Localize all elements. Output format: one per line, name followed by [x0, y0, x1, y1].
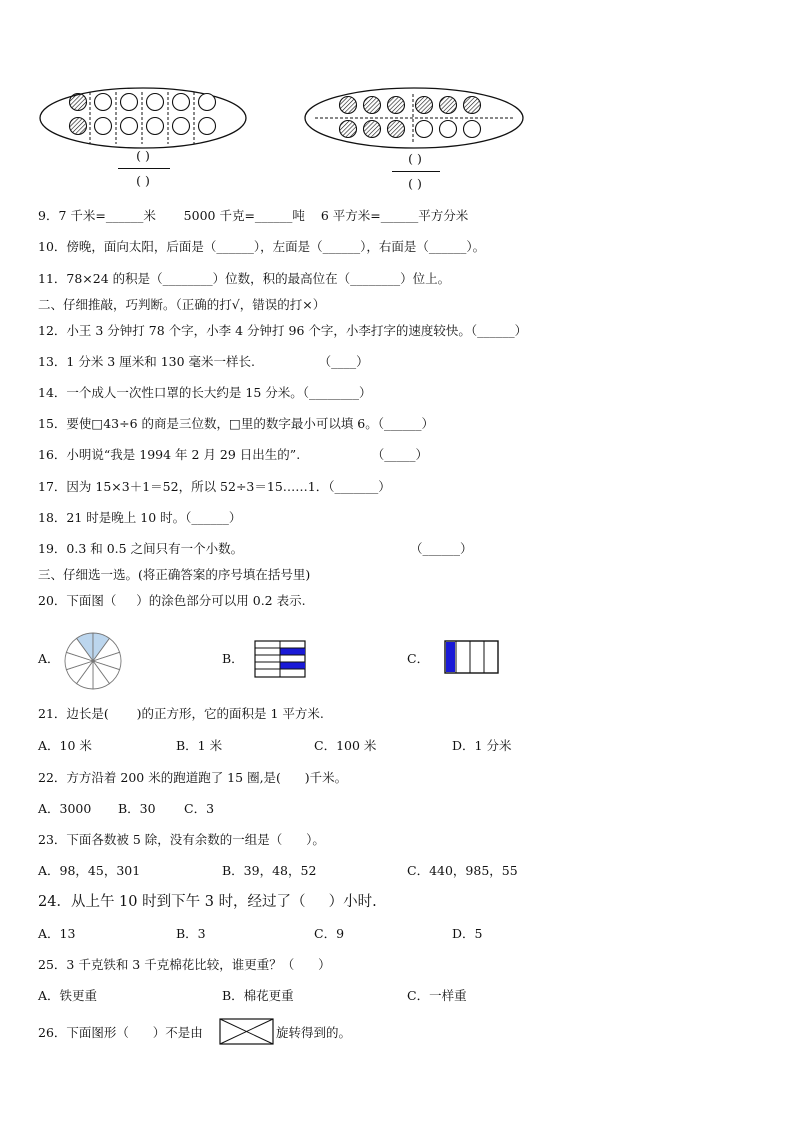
- question-9: 9．7 千米=______米 5000 千克=______吨 6 平方米=______平方分米: [38, 208, 469, 223]
- empty-circle: [121, 94, 138, 111]
- question-10: 10．傍晚，面向太阳，后面是（______），左面是（______），右面是（______）。: [38, 239, 486, 254]
- q21-option-b: B．1 米: [176, 738, 223, 753]
- empty-circle: [147, 94, 164, 111]
- shaded-circle: [340, 97, 357, 114]
- question-25: 25．3 千克铁和 3 千克棉花比较，谁更重？（ ）: [38, 957, 331, 972]
- q25-option-c: C．一样重: [407, 988, 467, 1003]
- figure-right-circles: [303, 86, 525, 150]
- q24-option-a: A．13: [38, 926, 76, 941]
- empty-circle: [416, 121, 433, 138]
- shaded-circle: [388, 97, 405, 114]
- shaded-circle: [70, 94, 87, 111]
- empty-circle: [173, 118, 190, 135]
- question-13: 13．1 分米 3 厘米和 130 毫米一样长. （____）: [38, 354, 369, 369]
- shaded-circle: [70, 118, 87, 135]
- shaded-circle: [364, 121, 381, 138]
- q20-option-c-bar-figure: [444, 640, 502, 676]
- question-14: 14．一个成人一次性口罩的长大约是 15 分米。（________）: [38, 385, 372, 400]
- q21-option-a: A．10 米: [38, 738, 92, 753]
- empty-circle: [440, 121, 457, 138]
- q20-option-a-pie-figure: [62, 630, 124, 692]
- empty-circle: [95, 118, 112, 135]
- question-18: 18．21 时是晚上 10 时。（______）: [38, 510, 242, 525]
- question-21: 21．边长是( )的正方形，它的面积是 1 平方米.: [38, 706, 324, 721]
- left-fraction-bar: [118, 168, 170, 169]
- q21-option-d: D．1 分米: [452, 738, 512, 753]
- q20-option-b-label: B．: [222, 651, 244, 666]
- question-12: 12．小王 3 分钟打 78 个字，小李 4 分钟打 96 个字，小李打字的速度较快。（______）: [38, 323, 528, 338]
- empty-circle: [199, 118, 216, 135]
- question-20: 20．下面图（ ）的涂色部分可以用 0.2 表示.: [38, 593, 306, 608]
- empty-circle: [464, 121, 481, 138]
- right-fraction-denominator: ( ): [408, 176, 422, 191]
- question-19: 19．0.3 和 0.5 之间只有一个小数。 （______）: [38, 541, 473, 556]
- q22-option-a: A．3000: [38, 801, 92, 816]
- section-3-heading: 三、仔细选一选。(将正确答案的序号填在括号里): [38, 567, 311, 582]
- shaded-circle: [364, 97, 381, 114]
- q23-option-c: C．440，985，55: [407, 863, 518, 878]
- left-fraction-denominator: ( ): [136, 173, 150, 188]
- right-fraction-bar: [392, 171, 440, 172]
- q21-option-c: C．100 米: [314, 738, 377, 753]
- section-2-heading: 二、仔细推敲，巧判断。（正确的打√，错误的打×）: [38, 297, 326, 312]
- q24-option-d: D．5: [452, 926, 483, 941]
- question-11: 11．78×24 的积是（________）位数，积的最高位在（________）位上。: [38, 271, 451, 286]
- empty-circle: [95, 94, 112, 111]
- shaded-circle: [416, 97, 433, 114]
- right-fraction-numerator: ( ): [408, 151, 422, 166]
- q23-option-b: B．39，48，52: [222, 863, 317, 878]
- q22-option-b: B．30: [118, 801, 156, 816]
- empty-circle: [147, 118, 164, 135]
- shaded-circle: [340, 121, 357, 138]
- q22-option-c: C．3: [184, 801, 215, 816]
- q24-option-c: C．9: [314, 926, 345, 941]
- shaded-circle: [388, 121, 405, 138]
- empty-circle: [199, 94, 216, 111]
- empty-circle: [121, 118, 138, 135]
- q23-option-a: A．98，45，301: [38, 863, 141, 878]
- shaded-circle: [440, 97, 457, 114]
- question-16: 16．小明说“我是 1994 年 2 月 29 日出生的”. （_____）: [38, 447, 428, 462]
- q20-option-b-grid-figure: [254, 640, 308, 680]
- question-23: 23．下面各数被 5 除，没有余数的一组是（ ）。: [38, 832, 325, 847]
- question-26-stem-before: 26．下面图形（ ）不是由: [38, 1025, 203, 1040]
- q24-option-b: B．3: [176, 926, 206, 941]
- question-17: 17．因为 15×3＋1＝52，所以 52÷3＝15……1．（_______）: [38, 479, 391, 494]
- question-26-stem-after: 旋转得到的。: [276, 1025, 352, 1040]
- q20-option-c-label: C．: [407, 651, 430, 666]
- question-15: 15．要使□43÷6 的商是三位数，□里的数字最小可以填 6。（______）: [38, 416, 435, 431]
- q25-option-b: B．棉花更重: [222, 988, 294, 1003]
- left-fraction-numerator: ( ): [136, 148, 150, 163]
- empty-circle: [173, 94, 190, 111]
- figure-left-circles: [38, 86, 248, 150]
- question-22: 22．方方沿着 200 米的跑道跑了 15 圈,是( )千米。: [38, 770, 348, 785]
- question-24: 24．从上午 10 时到下午 3 时，经过了（ ）小时.: [38, 894, 377, 910]
- shaded-circle: [464, 97, 481, 114]
- q20-option-a-label: A．: [38, 651, 60, 666]
- q26-rectangle-figure: [219, 1018, 275, 1046]
- q25-option-a: A．铁更重: [38, 988, 98, 1003]
